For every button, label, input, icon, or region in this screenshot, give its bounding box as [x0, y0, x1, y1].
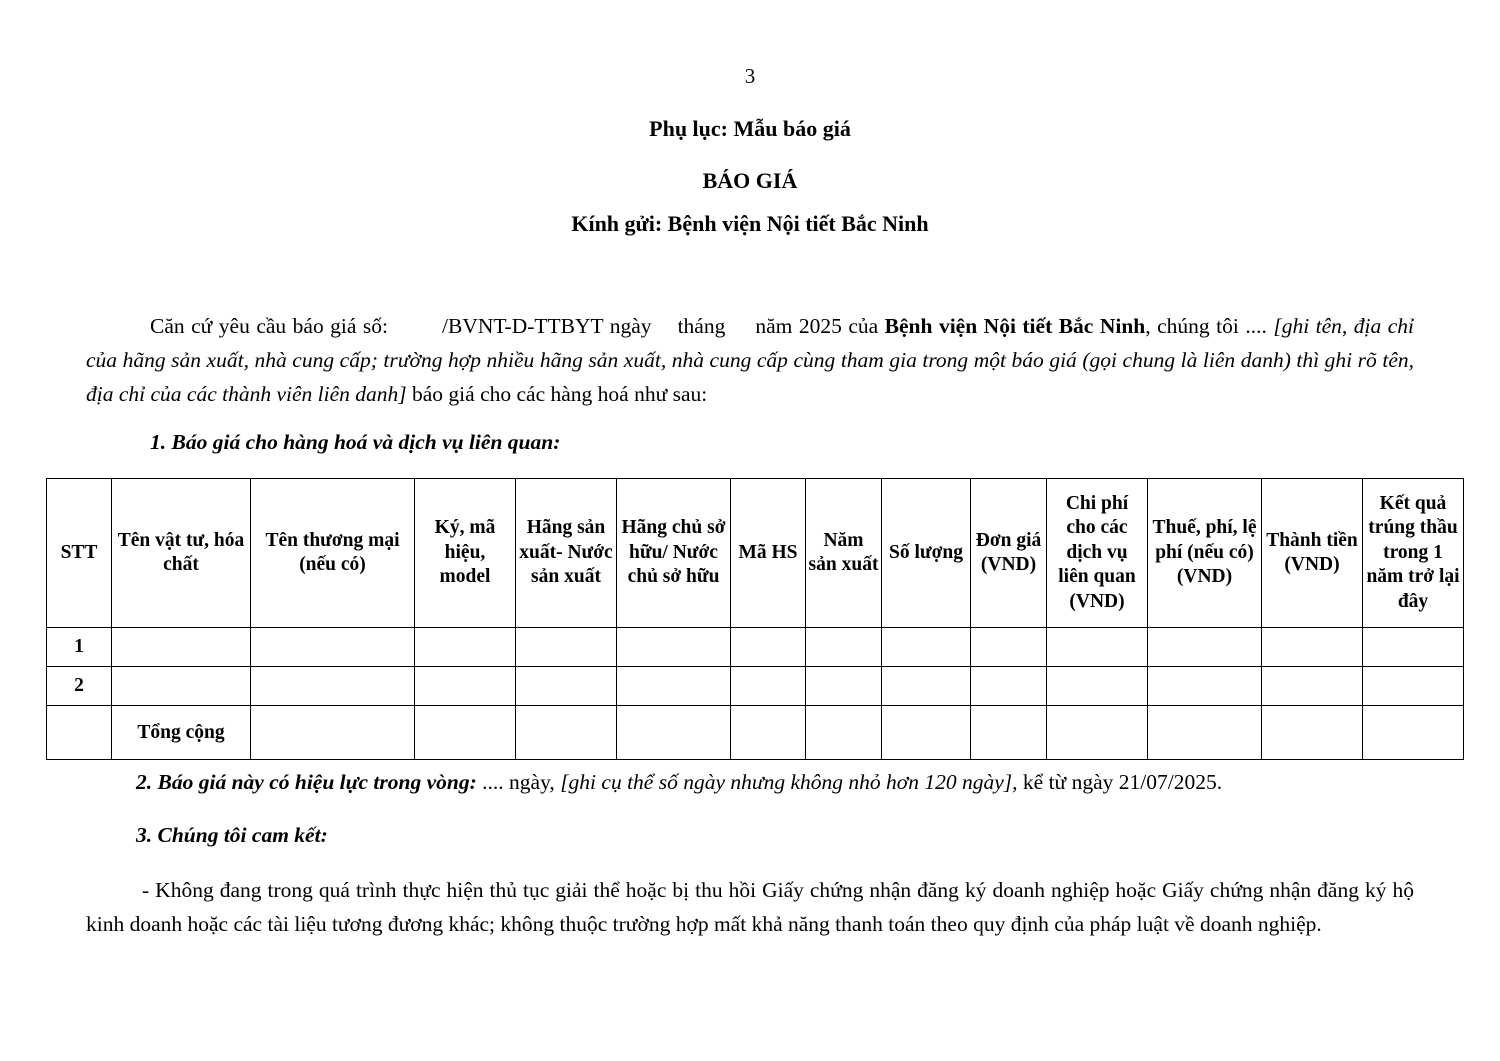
table-cell	[882, 628, 971, 667]
header-owner: Hãng chủ sở hữu/ Nước chủ sở hữu	[617, 479, 731, 628]
section-2-date: kể từ ngày 21/07/2025.	[1017, 770, 1223, 794]
table-cell	[1363, 628, 1464, 667]
section-2-text: .... ngày,	[476, 770, 561, 794]
table-cell	[516, 667, 617, 706]
header-trade-name: Tên thương mại (nếu có)	[251, 479, 415, 628]
row-number: 1	[47, 628, 112, 667]
header-manufacturer: Hãng sản xuất- Nước sản xuất	[516, 479, 617, 628]
table-row	[47, 667, 1464, 706]
header-service-cost: Chi phí cho các dịch vụ liên quan (VND)	[1047, 479, 1148, 628]
table-cell	[1363, 706, 1464, 760]
table-cell	[415, 667, 516, 706]
table-header-row	[47, 479, 1464, 628]
table-row	[47, 628, 1464, 667]
quotation-table	[46, 478, 1464, 760]
table-cell	[1148, 706, 1262, 760]
table-cell	[731, 628, 806, 667]
commitment-paragraph	[86, 873, 1414, 941]
table-cell	[251, 667, 415, 706]
table-cell	[251, 628, 415, 667]
table-cell	[1148, 667, 1262, 706]
intro-hospital: Bệnh viện Nội tiết Bắc Ninh	[884, 314, 1146, 338]
row-number: 2	[47, 667, 112, 706]
intro-paragraph	[86, 309, 1414, 411]
header-item-name: Tên vật tư, hóa chất	[112, 479, 251, 628]
section-1-heading: 1. Báo giá cho hàng hoá và dịch vụ liên quan:	[150, 430, 561, 454]
table-cell	[617, 628, 731, 667]
table-cell	[1047, 706, 1148, 760]
table-cell	[112, 667, 251, 706]
table-cell	[882, 667, 971, 706]
page-number: 3	[744, 64, 756, 88]
table-cell	[251, 706, 415, 760]
intro-part4: năm 2025 của	[755, 314, 879, 338]
table-cell	[971, 667, 1047, 706]
section-2-italic: [ghi cụ thể số ngày nhưng không nhỏ hơn 120 ngày],	[560, 770, 1018, 794]
table-cell	[516, 706, 617, 760]
commitment-text: - Không đang trong quá trình thực hiện thủ tục giải thể hoặc bị thu hồi Giấy chứng nhận đăng ký doanh nghiệp hoặc Giấy chứng nhận đăng ký hộ kinh doanh hoặc các tài liệu tương đương khác; không thuộc trường hợp mất khả năng thanh toán theo quy định của pháp luật về doanh nghiệp.	[86, 878, 1414, 936]
header-year: Năm sản xuất	[806, 479, 882, 628]
intro-part2: /BVNT-D-TTBYT ngày	[442, 314, 652, 338]
table-cell	[415, 706, 516, 760]
table-cell	[1262, 706, 1363, 760]
header-tax: Thuế, phí, lệ phí (nếu có) (VND)	[1148, 479, 1262, 628]
table-cell	[1047, 628, 1148, 667]
table-cell	[731, 667, 806, 706]
table-cell	[1148, 628, 1262, 667]
intro-part3: tháng	[677, 314, 726, 338]
table-cell	[617, 706, 731, 760]
addressee: Kính gửi: Bệnh viện Nội tiết Bắc Ninh	[571, 211, 929, 236]
table-cell	[971, 628, 1047, 667]
table-cell	[415, 628, 516, 667]
table-cell	[806, 628, 882, 667]
section-2-heading: 2. Báo giá này có hiệu lực trong vòng:	[136, 770, 477, 794]
intro-part5: , chúng tôi ....	[1145, 314, 1267, 338]
section-3-heading: 3. Chúng tôi cam kết:	[136, 823, 328, 847]
total-label: Tổng cộng	[112, 706, 251, 760]
table-cell	[516, 628, 617, 667]
header-amount: Thành tiền (VND)	[1262, 479, 1363, 628]
table-cell	[882, 706, 971, 760]
intro-part1: Căn cứ yêu cầu báo giá số:	[150, 314, 389, 338]
table-cell	[806, 667, 882, 706]
intro-tail: báo giá cho các hàng hoá như sau:	[406, 382, 708, 406]
table-cell	[1047, 667, 1148, 706]
table-cell	[971, 706, 1047, 760]
document-title: BÁO GIÁ	[702, 168, 798, 193]
table-cell	[1262, 667, 1363, 706]
intro-italic-note: [ghi tên, địa chỉ của hãng sản xuất, nhà cung cấp; trường hợp nhiều hãng sản xuất, nhà cung cấp cùng tham gia trong một báo giá (gọi chung là liên danh) thì ghi rõ tên, địa chỉ của các thành viên liên danh]	[86, 314, 1415, 406]
section-2	[136, 770, 1222, 795]
table-cell	[806, 706, 882, 760]
table-cell	[47, 706, 112, 760]
header-model: Ký, mã hiệu, model	[415, 479, 516, 628]
table-cell	[112, 628, 251, 667]
table-total-row	[47, 706, 1464, 760]
header-quantity: Số lượng	[882, 479, 971, 628]
header-previous-result: Kết quả trúng thầu trong 1 năm trở lại đây	[1363, 479, 1464, 628]
table-cell	[1262, 628, 1363, 667]
header-hs-code: Mã HS	[731, 479, 806, 628]
header-unit-price: Đơn giá (VND)	[971, 479, 1047, 628]
table-cell	[731, 706, 806, 760]
table-cell	[617, 667, 731, 706]
appendix-title: Phụ lục: Mẫu báo giá	[649, 116, 851, 141]
header-stt: STT	[47, 479, 112, 628]
table-cell	[1363, 667, 1464, 706]
